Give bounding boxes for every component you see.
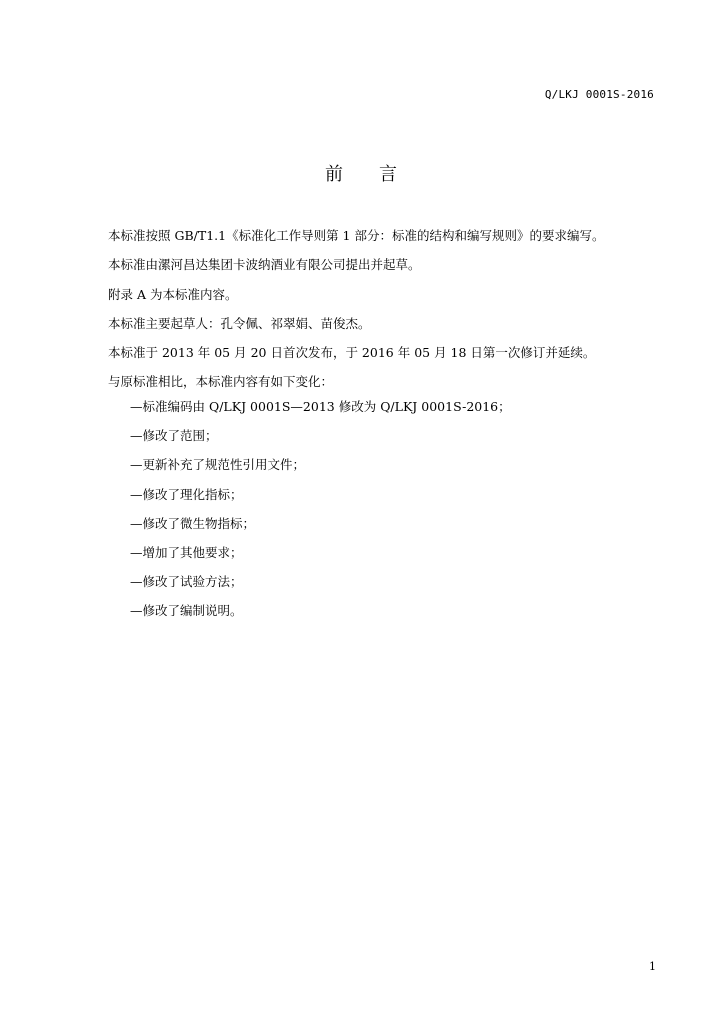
list-item: —修改了范围； xyxy=(130,428,218,444)
list-item: —增加了其他要求； xyxy=(130,544,243,560)
list-item: —标准编码由 Q/LKJ 0001S—2013 修改为 Q/LKJ 0001S-2016； xyxy=(130,399,511,414)
list-item: —更新补充了规范性引用文件； xyxy=(130,457,306,473)
document-code: Q/LKJ 0001S-2016 xyxy=(544,88,654,101)
paragraph-changes-intro: 与原标准相比，本标准内容有如下变化： xyxy=(108,374,334,390)
foreword-body xyxy=(108,226,668,402)
paragraph-appendix: 附录 A 为本标准内容。 xyxy=(108,286,238,302)
changes-list xyxy=(130,397,670,631)
list-item: —修改了理化指标； xyxy=(130,486,243,502)
paragraph-proposer: 本标准由漯河昌达集团卡波纳酒业有限公司提出并起草。 xyxy=(108,257,421,273)
title-char-1: 前 xyxy=(325,164,345,185)
paragraph-drafting-rules: 本标准按照 GB/T1.1《标准化工作导则第 1 部分：标准的结构和编写规则》的要求编写。 xyxy=(108,228,605,243)
page-number: 1 xyxy=(649,960,656,973)
list-item: —修改了微生物指标； xyxy=(130,515,256,531)
title-char-2: 言 xyxy=(379,164,399,185)
list-item: —修改了编制说明。 xyxy=(130,603,243,619)
paragraph-drafters: 本标准主要起草人：孔令佩、祁翠娟、苗俊杰。 xyxy=(108,315,371,331)
page-title xyxy=(0,160,724,186)
paragraph-release-history: 本标准于 2013 年 05 月 20 日首次发布，于 2016 年 05 月 18 日第一次修订并延续。 xyxy=(108,345,596,361)
list-item: —修改了试验方法； xyxy=(130,574,243,590)
